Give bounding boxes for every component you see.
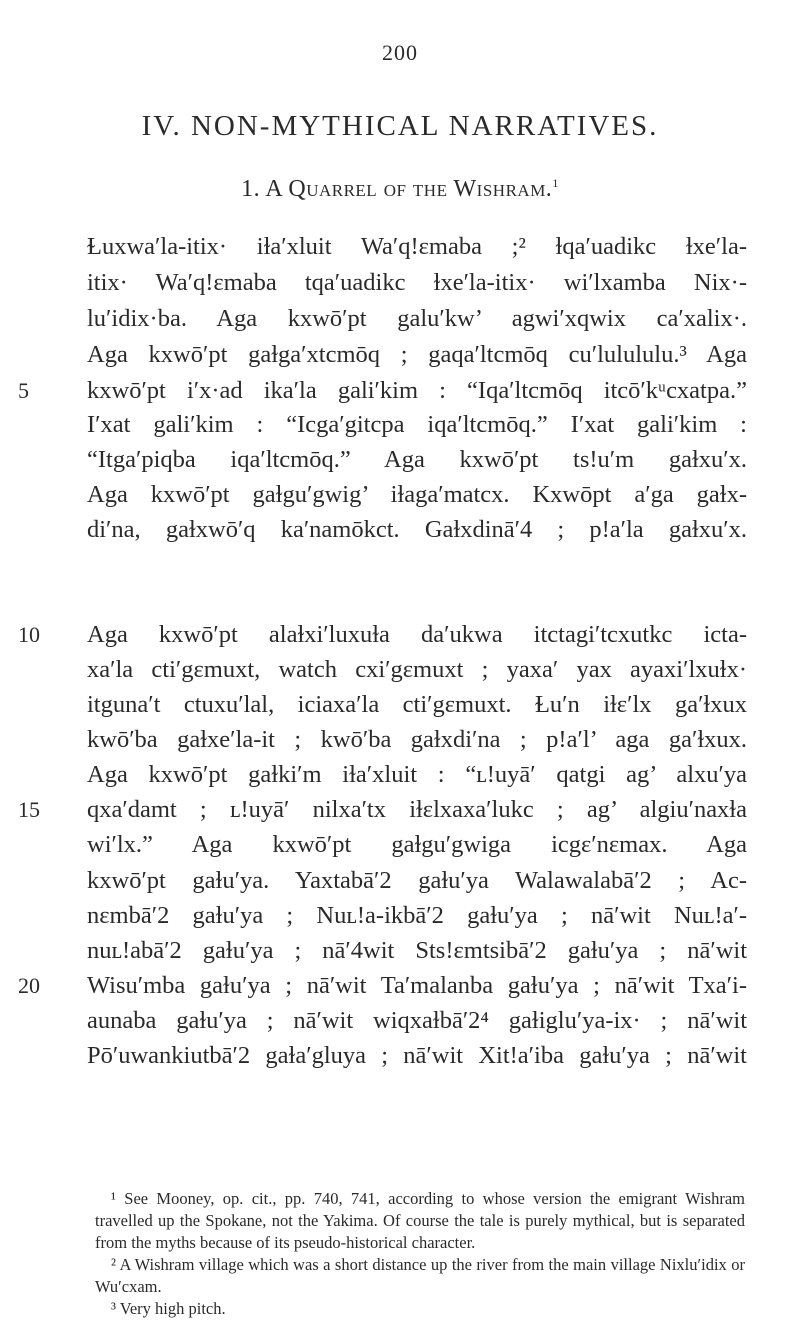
text-line: aunaba gaɫu′ya ; nā′wit wiqxaɫbā′2⁴ gaɫiglu′ya-ix· ; nā′wit [87,1007,747,1034]
text-line: nuʟ!abā′2 gaɫu′ya ; nā′4wit Sts!ɛmtsibā′2 gaɫu′ya ; nā′wit [87,937,747,964]
footnote-2: ² A Wishram village which was a short distance up the river from the main village Nixlu′idix or Wu′cxam. [95,1255,745,1296]
text-line: “Itga′piqba iqa′ltcmōq.” Aga kxwō′pt ts!u′m gaɫxu′x. [87,446,747,473]
line-number: 15 [18,797,40,822]
text-line: lu′idix·ba. Aga kxwō′pt galu′kw’ agwi′xqwix ca′xalix·. [87,305,747,332]
section-number: 1. A [241,176,282,202]
text-line: wi′lx.” Aga kxwō′pt gaɫgu′gwiga icgɛ′nɛmax. Aga [87,831,747,858]
text-line: itix· Wa′q!ɛmaba tqa′uadikc ɫxe′la-itix· wi′lxamba Nix·- [87,269,747,296]
footnote-ref: 1 [552,176,559,190]
text-line: Ɫuxwa′la-itix· iɫa′xluit Wa′q!ɛmaba ;² ɫqa′uadikc ɫxe′la- [87,233,747,260]
text-line: Wisu′mba gaɫu′ya ; nā′wit Ta′malanba gaɫu′ya ; nā′wit Txa′i- [87,972,747,999]
text-line: Aga kxwō′pt gaɫga′xtcmōq ; gaqa′ltcmōq cu′lulululu.³ Aga [87,341,747,368]
text-line: I′xat gali′kim : “Icga′gitcpa iqa′ltcmōq.” I′xat gali′kim : [87,411,747,438]
page-number: 200 [382,40,418,65]
text-line: nɛmbā′2 gaɫu′ya ; Nuʟ!a-ikbā′2 gaɫu′ya ; nā′wit Nuʟ!a′- [87,902,747,929]
text-line: kxwō′pt gaɫu′ya. Yaxtabā′2 gaɫu′ya Walawalabā′2 ; Ac- [87,867,747,894]
line-number: 10 [18,622,40,647]
text-line: di′na, gaɫxwō′q ka′namōkct. Gaɫxdinā′4 ; p!a′la gaɫxu′x. [87,516,747,543]
text-line: Aga kxwō′pt alaɫxi′luxuɫa da′ukwa itctagi′tcxutkc icta- [87,621,747,648]
text-line: Pō′uwankiutbā′2 gaɫa′gluya ; nā′wit Xit!a′iba gaɫu′ya ; nā′wit [87,1042,747,1069]
chapter-title: IV. NON-MYTHICAL NARRATIVES. [141,110,659,142]
footnote-1: ¹ See Mooney, op. cit., pp. 740, 741, according to whose version the emigrant Wishram travelled up the Spokane, not the Yakima. Of course the tale is purely mythical, but is separated from the myths because of its pseudo-historical character. [95,1189,745,1252]
footnote-3: ³ Very high pitch. [111,1299,226,1318]
section-heading: Quarrel of the Wishram. [288,176,553,202]
text-line: qxa′damt ; ʟ!uyā′ nilxa′tx iɫɛlxaxa′lukc ; ag’ algiu′naxɫa [87,796,747,823]
section-title [0,176,800,203]
line-number: 5 [18,378,29,403]
line-number: 20 [18,973,40,998]
text-line: kxwō′pt i′x·ad ika′la gali′kim : “Iqa′ltcmōq itcō′kᵘcxatpa.” [87,377,747,404]
footnotes [95,1188,745,1320]
text-line: kwō′ba gaɫxe′la-it ; kwō′ba gaɫxdi′na ; p!a′l’ aga ga′ɫxux. [87,726,747,753]
text-line: Aga kxwō′pt gaɫgu′gwig’ iɫaga′matcx. Kxwōpt a′ga gaɫx- [87,481,747,508]
text-line: itguna′t ctuxu′lal, iciaxa′la cti′gɛmuxt. Ɫu′n iɫɛ′lx ga′ɫxux [87,691,747,718]
text-line: Aga kxwō′pt gaɫki′m iɫa′xluit : “ʟ!uyā′ qatgi ag’ alxu′ya [87,761,747,788]
text-line: xa′la cti′gɛmuxt, watch cxi′gɛmuxt ; yaxa′ yax ayaxi′lxuɫx· [87,656,747,683]
